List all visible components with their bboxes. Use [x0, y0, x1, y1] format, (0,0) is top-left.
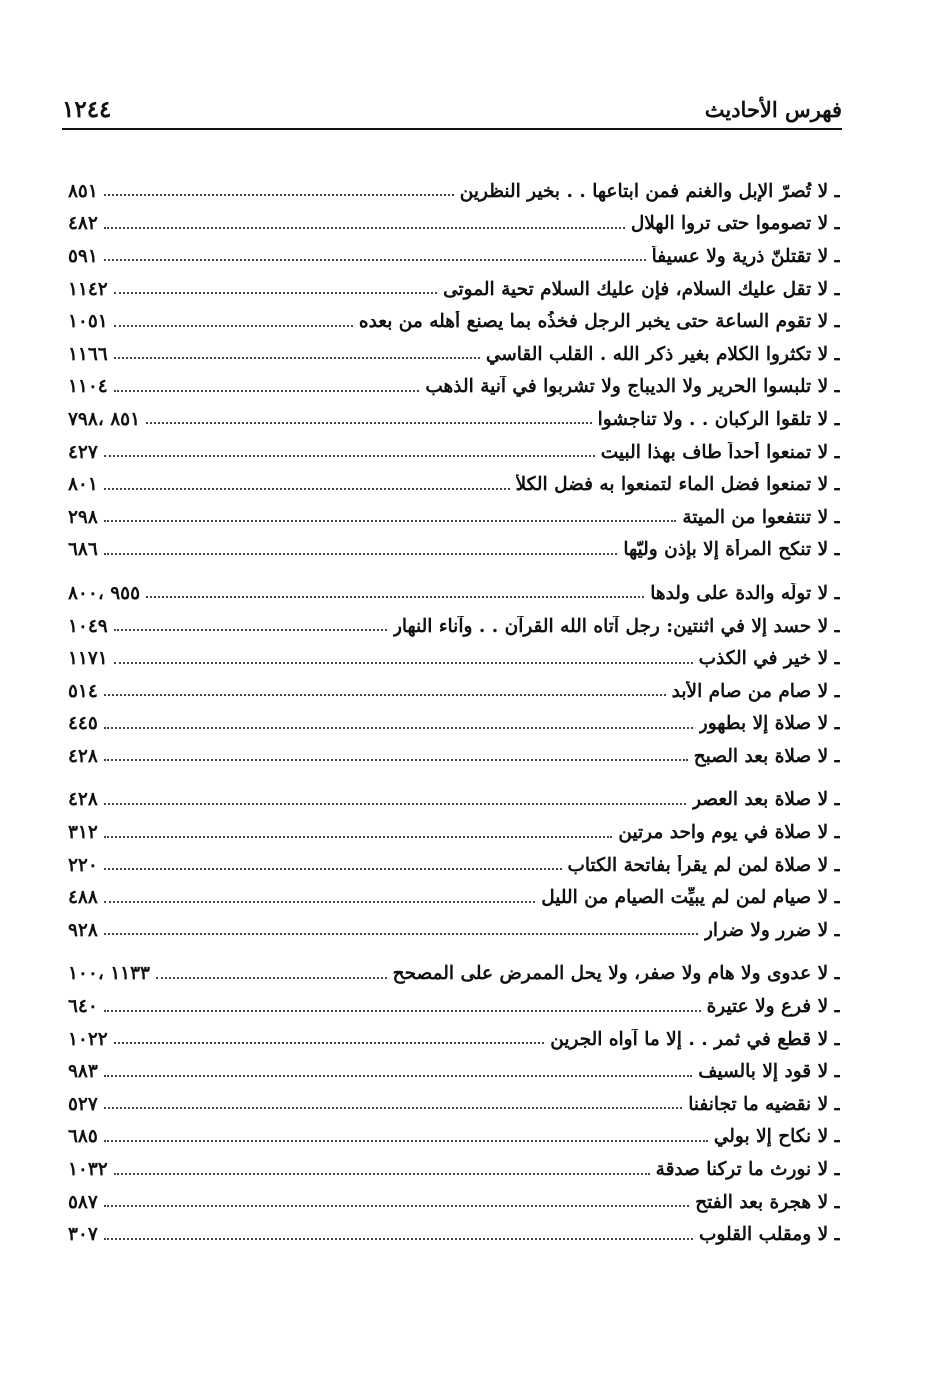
page-refs: ١٠٤٩: [68, 615, 108, 637]
index-entry: [68, 1055, 840, 1088]
dot-leader: [104, 836, 613, 838]
dot-leader: [104, 520, 677, 522]
index-entry: [68, 1218, 840, 1251]
page-refs: ١١٦٦: [68, 343, 108, 365]
index-entry: [68, 958, 840, 991]
index-entry: [68, 175, 840, 208]
hadith-text: ـ لا صلاة لمن لم يقرأ بفاتحة الكتاب: [567, 854, 840, 876]
page-refs: ١٠٥١: [68, 311, 108, 333]
dot-leader: [104, 227, 625, 229]
page-refs: ٩٥٥ ،٨٠٠: [68, 582, 141, 604]
hadith-text: ـ لا صلاة بعد الصبح: [693, 745, 840, 767]
hadith-text: ـ لا صلاة في يوم واحد مرتين: [618, 822, 840, 844]
hadith-text: ـ لا هجرة بعد الفتح: [695, 1191, 840, 1213]
hadith-text: ـ لا تصوموا حتى تروا الهلال: [630, 213, 840, 235]
index-entry: [68, 990, 840, 1023]
index-entry: [68, 1186, 840, 1219]
hadith-text: ـ لا تنكح المرأة إلا بإذن وليّها: [623, 539, 840, 561]
hadith-text: ـ لا تلقوا الركبان . . ولا تناجشوا: [597, 408, 840, 430]
index-entry: [68, 849, 840, 882]
index-entry: [68, 1121, 840, 1154]
hadith-text: ـ لا ضرر ولا ضرار: [703, 919, 840, 941]
dot-leader: [104, 1075, 692, 1077]
hadith-text: ـ لا تقوم الساعة حتى يخبر الرجل فخذُه بما يصنع أهله من بعده: [358, 311, 840, 333]
page-refs: ٤٢٨: [68, 745, 98, 767]
index-entry: [68, 371, 840, 404]
page-refs: ٤٨٢: [68, 213, 98, 235]
page-refs: ٨٠١: [68, 474, 98, 496]
page-refs: ٦٤٠: [68, 996, 98, 1018]
hadith-text: ـ لا تولّه والدة على ولدها: [650, 582, 840, 604]
dot-leader: [114, 662, 693, 664]
hadith-text: ـ لا تكثروا الكلام بغير ذكر الله . القلب القاسي: [485, 343, 840, 365]
index-entry: [68, 577, 840, 610]
hadith-text: ـ لا نكاح إلا بولي: [713, 1126, 840, 1148]
dot-leader: [114, 1042, 545, 1044]
index-entry: [68, 240, 840, 273]
index-entry: [68, 273, 840, 306]
hadith-text: ـ لا قود إلا بالسيف: [698, 1061, 840, 1083]
dot-leader: [104, 259, 646, 261]
dot-leader: [114, 325, 353, 327]
page-refs: ٤٢٨: [68, 789, 98, 811]
index-entry: [68, 501, 840, 534]
running-header: [62, 96, 842, 126]
dot-leader: [104, 727, 693, 729]
index-entry: [68, 208, 840, 241]
dot-leader: [104, 1238, 693, 1240]
index-entry: [68, 338, 840, 371]
hadith-text: ـ لا تنتفعوا من الميتة: [682, 506, 840, 528]
dot-leader: [104, 1010, 701, 1012]
dot-leader: [104, 1205, 689, 1207]
hadith-text: ـ لا نقضيه ما تجانفنا: [688, 1093, 840, 1115]
index-title: فهرس الأحاديث: [704, 97, 842, 122]
page-refs: ٥١٤: [68, 680, 98, 702]
dot-leader: [104, 868, 562, 870]
dot-leader: [114, 629, 387, 631]
hadith-text: ـ لا فرع ولا عتيرة: [706, 996, 840, 1018]
dot-leader: [104, 933, 698, 935]
hadith-text: ـ لا خير في الكذب: [698, 648, 840, 670]
page-refs: ١١٣٣ ،١٠٠: [68, 963, 150, 985]
hadith-text: ـ لا ومقلب القلوب: [698, 1224, 840, 1246]
page-refs: ٤٨٨: [68, 887, 98, 909]
dot-leader: [114, 390, 420, 392]
dot-leader: [104, 194, 454, 196]
index-entry: [68, 468, 840, 501]
page-refs: ٣٠٧: [68, 1224, 98, 1246]
hadith-text: ـ لا تقل عليك السلام، فإن عليك السلام تحية الموتى: [443, 278, 840, 300]
index-entry: [68, 305, 840, 338]
hadith-text: ـ لا صيام لمن لم يبيِّت الصيام من الليل: [541, 887, 840, 909]
dot-leader: [156, 977, 387, 979]
dot-leader: [104, 488, 510, 490]
dot-leader: [104, 1140, 708, 1142]
index-entry: [68, 816, 840, 849]
index-entry: [68, 403, 840, 436]
dot-leader: [114, 292, 437, 294]
page-refs: ١٠٣٢: [68, 1159, 108, 1181]
hadith-text: ـ لا صام من صام الأبد: [671, 680, 840, 702]
index-entry: [68, 1153, 840, 1186]
dot-leader: [104, 553, 618, 555]
index-entry: [68, 740, 840, 773]
dot-leader: [104, 455, 595, 457]
page-refs: ٢٩٨: [68, 506, 98, 528]
page-refs: ٦٨٥: [68, 1126, 98, 1148]
dot-leader: [104, 901, 535, 903]
index-entry: [68, 642, 840, 675]
hadith-text: ـ لا عدوى ولا هام ولا صفر، ولا يحل الممرض على المصحح: [392, 963, 840, 985]
index-entry: [68, 436, 840, 469]
header-rule: [62, 128, 842, 130]
dot-leader: [114, 357, 480, 359]
index-entry: [68, 914, 840, 947]
index-entry: [68, 1088, 840, 1121]
hadith-index-list: [68, 175, 840, 1251]
index-entry: [68, 881, 840, 914]
index-entry: [68, 610, 840, 643]
page-refs: ٤٢٧: [68, 441, 98, 463]
dot-leader: [104, 759, 688, 761]
dot-leader: [146, 596, 644, 598]
hadith-text: ـ لا تقتلنّ ذرية ولا عسيفاً: [651, 245, 840, 267]
page-refs: ١١٧١: [68, 648, 108, 670]
page-refs: ١١٤٢: [68, 278, 108, 300]
index-entry: [68, 1023, 840, 1056]
hadith-text: ـ لا صلاة بعد العصر: [692, 789, 840, 811]
hadith-text: ـ لا نورث ما تركنا صدقة: [655, 1159, 840, 1181]
page-refs: ٥٨٧: [68, 1191, 98, 1213]
page-refs: ٨٥١ ،٧٩٨: [68, 408, 141, 430]
hadith-text: ـ لا قطع في ثمر . . إلا ما آواه الجرين: [550, 1028, 840, 1050]
dot-leader: [104, 694, 666, 696]
index-entry: [68, 675, 840, 708]
hadith-text: ـ لا تمنعوا أحداً طاف بهذا البيت: [600, 441, 840, 463]
dot-leader: [104, 803, 686, 805]
page-refs: ٥٩١: [68, 245, 98, 267]
dot-leader: [114, 1173, 650, 1175]
page-refs: ٩٨٣: [68, 1061, 98, 1083]
index-entry: [68, 708, 840, 741]
page-refs: ٤٤٥: [68, 713, 98, 735]
page-refs: ١١٠٤: [68, 376, 108, 398]
page-refs: ٦٨٦: [68, 539, 98, 561]
hadith-text: ـ لا صلاة إلا بطهور: [698, 713, 840, 735]
hadith-text: ـ لا تلبسوا الحرير ولا الديباج ولا تشربوا في آنية الذهب: [425, 376, 840, 398]
page-refs: ٨٥١: [68, 180, 98, 202]
hadith-text: ـ لا تُصرّ الإبل والغنم فمن ابتاعها . . بخير النظرين: [459, 180, 840, 202]
hadith-text: ـ لا حسد إلا في اثنتين: رجل آتاه الله القرآن . . وآناء النهار: [392, 615, 840, 637]
dot-leader: [146, 422, 592, 424]
page-refs: ٩٢٨: [68, 919, 98, 941]
page-refs: ١٠٢٢: [68, 1028, 108, 1050]
index-entry: [68, 534, 840, 567]
index-entry: [68, 784, 840, 817]
dot-leader: [104, 1107, 682, 1109]
hadith-text: ـ لا تمنعوا فضل الماء لتمنعوا به فضل الكلأ: [515, 474, 840, 496]
page-refs: ٢٢٠: [68, 854, 98, 876]
page-refs: ٣١٢: [68, 822, 98, 844]
page-refs: ٥٢٧: [68, 1093, 98, 1115]
page-number: ١٢٤٤: [62, 96, 112, 123]
